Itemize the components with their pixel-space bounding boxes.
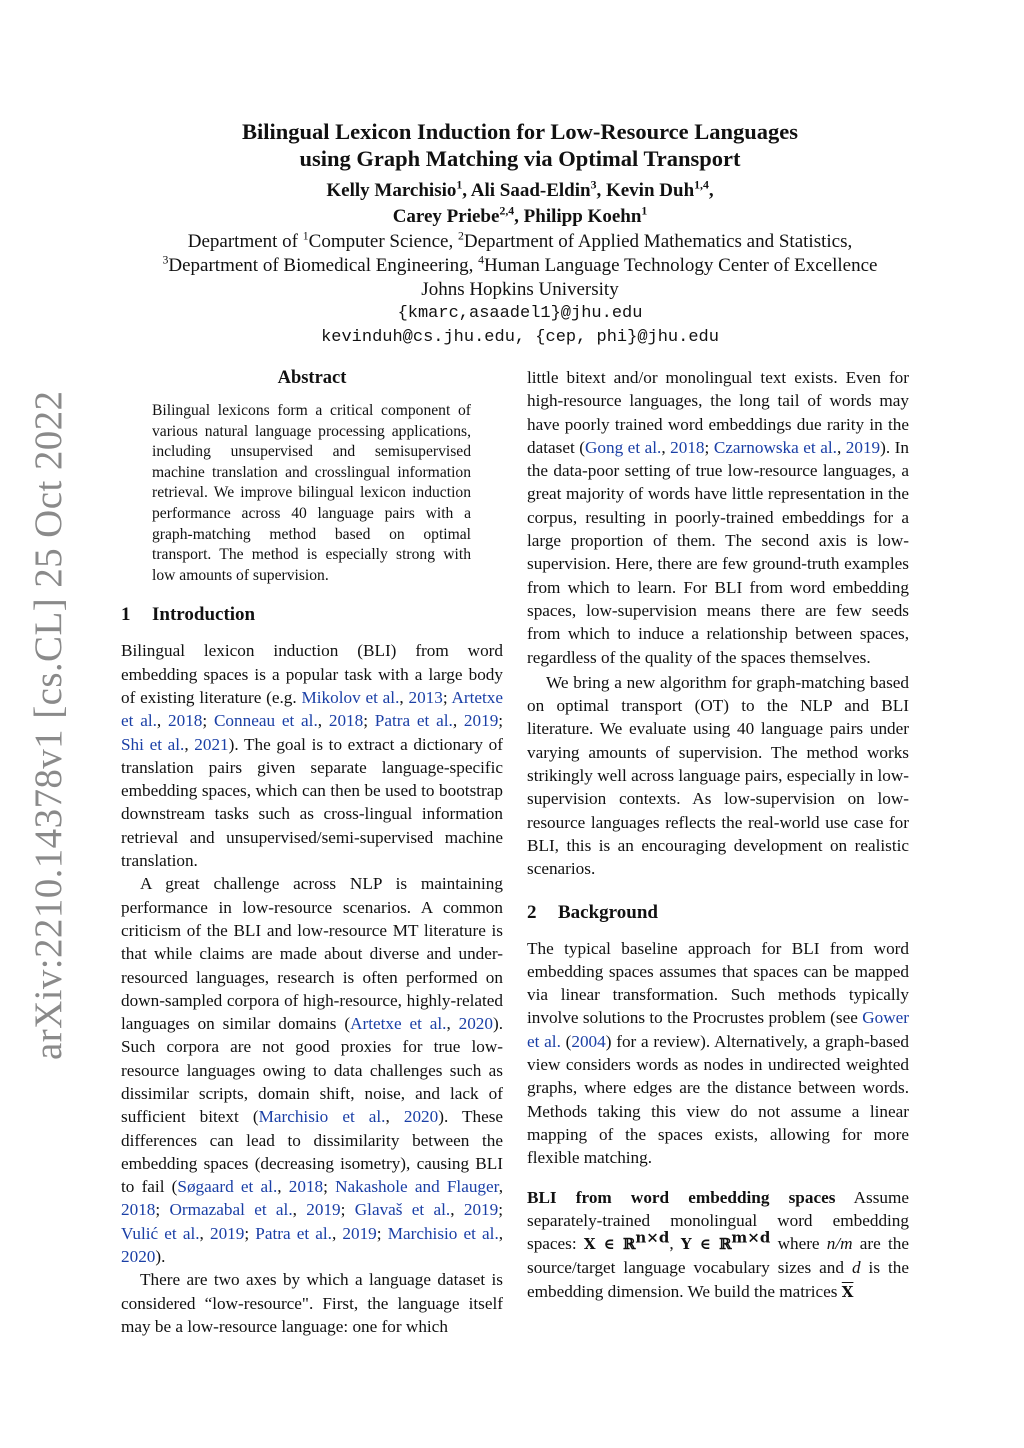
email-line-2: kevinduh@cs.jhu.edu, {cep, phi}@jhu.edu — [321, 328, 719, 347]
citation-year-link[interactable]: 2019 — [463, 711, 499, 731]
section-title: Background — [558, 901, 658, 923]
text: , — [661, 437, 671, 457]
citation-year-link[interactable]: 2018 — [121, 1200, 156, 1220]
authors-line-1 — [110, 178, 930, 204]
math-expression: Y ∈ ℝ — [680, 1235, 732, 1254]
email-line-1: {kmarc,asaadel1}@jhu.edu — [397, 304, 643, 323]
citation-link[interactable]: Nakashole and Flauger — [335, 1177, 499, 1197]
math-expression: n/m — [826, 1234, 853, 1254]
math-expression: d — [851, 1258, 861, 1278]
author-separator: , — [708, 180, 714, 201]
left-column — [121, 366, 503, 1338]
text: , — [450, 1200, 464, 1220]
text: , — [669, 1234, 681, 1254]
affil-text: Department of — [187, 231, 303, 252]
abstract-heading: Abstract — [277, 368, 347, 388]
affil-text: Department of Applied Mathematics and Statistics, — [463, 231, 853, 252]
text: , — [292, 1200, 307, 1220]
text: Bilingual lexicon induction (BLI) from word embedding spaces is a popular task with a large body of existing literature (e.g. — [121, 641, 503, 707]
text: ) for a review). Alternatively, a graph-based view considers words as nodes in undirected weighted graphs, where edges are the distance between words. Methods taking this view do not assume a linear mapping of the spaces exists, allowing for more flexible matching. — [527, 1031, 909, 1168]
title-line-2: using Graph Matching via Optimal Transport — [299, 146, 741, 171]
text: , — [156, 711, 168, 731]
text: ; — [323, 1177, 336, 1197]
background-paragraph-2 — [527, 1186, 909, 1304]
intro-paragraph-2 — [121, 872, 503, 1268]
citation-year-link[interactable]: 2019 — [463, 1200, 499, 1220]
text: ; — [202, 711, 214, 731]
citation-link[interactable]: Patra et al. — [255, 1223, 332, 1243]
text: where — [770, 1234, 827, 1254]
author-affil-mark: 1,4 — [694, 178, 709, 192]
text: are the source/target language vocabulary sizes and — [527, 1234, 909, 1278]
text: The typical baseline approach for BLI from word embedding spaces assumes that spaces can be mapped via linear transformation. Such methods typically involve solutions to the Procrustes problem (see — [527, 938, 909, 1028]
author-name: Ali Saad-Eldin — [470, 180, 591, 201]
text: , — [199, 1223, 210, 1243]
text: ; — [340, 1200, 355, 1220]
affil-mark: 2 — [457, 229, 464, 243]
citation-year-link[interactable]: 2019 — [209, 1223, 245, 1243]
affiliation-line-3: Johns Hopkins University — [421, 279, 619, 300]
text: is the embedding dimension. We build the matrices — [527, 1258, 910, 1301]
citation-year-link[interactable]: 2020 — [403, 1107, 439, 1127]
affil-mark: 3 — [162, 253, 169, 267]
affil-text: Department of Biomedical Engineering, — [168, 255, 479, 276]
text: ; — [704, 437, 714, 457]
paper-header — [110, 118, 930, 350]
citation-link[interactable]: Søgaard et al. — [177, 1177, 278, 1197]
authors-line-2 — [110, 204, 930, 230]
text: little bitext and/or monolingual text exists. Even for high-resource languages, the long tail of words may have poorly trained word embeddings due rarity in the dataset ( — [527, 368, 909, 457]
citation-link[interactable]: Czarnowska et al. — [713, 437, 837, 457]
text: , — [317, 711, 329, 731]
author-name: Kevin Duh — [605, 180, 695, 201]
citation-link[interactable]: Conneau et al. — [213, 711, 318, 731]
text: , — [385, 1107, 404, 1127]
citation-link[interactable]: Marchisio et al. — [387, 1223, 499, 1243]
section-title: Introduction — [152, 604, 256, 626]
author-list — [110, 178, 930, 230]
citation-year-link[interactable]: 2019 — [342, 1223, 377, 1243]
text: ; — [244, 1223, 256, 1243]
text: , — [452, 711, 464, 731]
paper-title — [110, 118, 930, 172]
text: ). — [155, 1247, 166, 1267]
text: ; — [376, 1223, 388, 1243]
citation-link[interactable]: Ormazabal et al. — [169, 1200, 293, 1220]
citation-year-link[interactable]: 2020 — [458, 1014, 493, 1034]
author-name: Kelly Marchisio — [326, 180, 457, 201]
text: , — [836, 437, 846, 457]
author-separator: , — [462, 180, 471, 201]
intro-paragraph-4: We bring a new algorithm for graph-matching based on optimal transport (OT) to the NLP and BLI literature. We evaluate using 40 language pairs under varying amounts of supervision. The method works strikingly well across language pairs, especially in low-supervision contexts. As low-supervision on low-resource languages reflects the real-world use case for BLI, this is an encouraging development on realistic scenarios. — [527, 672, 909, 879]
right-column — [527, 366, 909, 1304]
abstract-text: Bilingual lexicons form a critical component of various natural language processing applications, including unsupervised and semisupervised machine translation and crosslingual information retrieval. We improve bilingual lexicon induction performance across 40 language pairs with a graph-matching method based on optimal transport. The method is especially strong with low amounts of supervision. — [152, 402, 471, 584]
citation-year-link[interactable]: 2018 — [168, 711, 203, 731]
citation-link[interactable]: Glavaš et al. — [354, 1200, 451, 1220]
text: , — [399, 687, 409, 707]
intro-paragraph-1 — [121, 639, 503, 872]
text: ; — [442, 687, 452, 707]
author-separator: , — [596, 180, 606, 201]
math-expression: X ∈ ℝ — [583, 1235, 636, 1254]
text: ). In the data-poor setting of true low-resource languages, a great majority of words have little representation in the corpus, resulting in poorly-trained embeddings for a large proportion of them. The second axis is low-supervision. Here, there are few ground-truth examples from which to learn. For BLI from word embedding spaces, low-supervision means there are few seeds from which to induce a relationship between spaces, regardless of the quality of the spaces themselves. — [527, 437, 910, 667]
citation-year-link[interactable]: 2004 — [571, 1031, 606, 1051]
title-line-1: Bilingual Lexicon Induction for Low-Resource Languages — [241, 119, 799, 144]
text: ). Such corpora are not good proxies for true low-resource languages owing to data challenges such as dissimilar scripts, domain shift, noise, and lack of sufficient bitext ( — [121, 1014, 503, 1127]
text: , — [498, 1177, 503, 1197]
email-addresses — [110, 302, 930, 350]
citation-year-link[interactable]: 2021 — [194, 734, 229, 754]
citation-year-link[interactable]: 2018 — [288, 1177, 324, 1197]
text: , — [184, 734, 195, 754]
author-affil-mark: 1 — [641, 204, 648, 218]
author-separator: , — [514, 206, 524, 227]
author-affil-mark: 1 — [456, 178, 463, 192]
affiliation-line-2 — [110, 254, 930, 278]
citation-link[interactable]: Mikolov et al. — [301, 687, 400, 707]
arxiv-identifier: arXiv:2210.14378v1 [cs.CL] 25 Oct 2022 — [27, 390, 70, 1060]
citation-year-link[interactable]: 2019 — [845, 437, 881, 457]
math-superscript: n×d — [635, 1228, 670, 1247]
math-expression: $\overline{X}$ — [841, 1282, 854, 1301]
author-name: Philipp Koehn — [523, 206, 642, 227]
citation-link[interactable]: Vulić et al. — [121, 1223, 200, 1243]
citation-link[interactable]: Artetxe et al. — [121, 687, 504, 731]
citation-year-link[interactable]: 2013 — [408, 687, 443, 707]
text: , — [277, 1177, 289, 1197]
text: ( — [560, 1031, 572, 1051]
citation-link[interactable]: Shi et al. — [121, 734, 185, 754]
citation-year-link[interactable]: 2018 — [328, 711, 364, 731]
section-heading-background — [527, 901, 909, 925]
intro-paragraph-3-continued — [527, 366, 909, 669]
text: ; — [498, 711, 504, 731]
text: ; — [155, 1200, 170, 1220]
citation-link[interactable]: Gong et al. — [584, 437, 662, 457]
citation-year-link[interactable]: 2018 — [670, 437, 705, 457]
math-superscript: m×d — [731, 1228, 771, 1247]
paragraph-heading: BLI from word embedding spaces — [527, 1187, 836, 1207]
citation-year-link[interactable]: 2019 — [306, 1200, 341, 1220]
text: , — [446, 1014, 459, 1034]
citation-link[interactable]: Artetxe et al. — [350, 1014, 447, 1034]
text: ). The goal is to extract a dictionary of translation pairs given separate language-specific embedding spaces, which can then be used to bootstrap downstream tasks such as cross-lingual information retrieval and unsupervised/semi-supervised machine translation. — [121, 734, 503, 871]
citation-link[interactable]: Gower et al. — [527, 1008, 909, 1051]
text: Assume separately-trained monolingual word embedding spaces: — [527, 1187, 910, 1254]
affil-mark: 1 — [302, 229, 309, 243]
text: ; — [498, 1200, 504, 1220]
text: ). These differences can lead to dissimilarity between the embedding spaces (decreasing isometry), causing BLI to fail ( — [121, 1107, 504, 1197]
author-affil-mark: 3 — [590, 178, 597, 192]
affil-text: Human Language Technology Center of Excellence — [484, 255, 878, 276]
intro-paragraph-3: There are two axes by which a language dataset is considered “low-resource". First, the language itself may be a low-resource language: one for which — [121, 1270, 503, 1336]
citation-link[interactable]: Marchisio et al. — [258, 1107, 386, 1127]
author-affil-mark: 2,4 — [499, 204, 515, 218]
section-number: 2 — [527, 901, 537, 923]
affiliation-line-1 — [110, 230, 930, 254]
affil-mark: 4 — [478, 253, 484, 267]
citation-link[interactable]: Patra et al. — [374, 711, 453, 731]
text: ; — [363, 711, 375, 731]
affiliations — [110, 230, 930, 302]
text: , — [498, 1223, 504, 1243]
citation-year-link[interactable]: 2020 — [121, 1247, 156, 1267]
section-number: 1 — [121, 604, 131, 626]
affil-text: Computer Science, — [308, 231, 458, 252]
background-paragraph-1 — [527, 937, 909, 1170]
text: , — [331, 1223, 343, 1243]
section-heading-introduction — [121, 603, 503, 627]
author-name: Carey Priebe — [392, 206, 500, 227]
text: A great challenge across NLP is maintaining performance in low-resource scenarios. A common criticism of the BLI and low-resource MT literature is that while claims are made about diverse and under-resourced languages, research is often performed on down-sampled corpora of high-resource, highly-related languages on similar domains ( — [121, 874, 503, 1034]
